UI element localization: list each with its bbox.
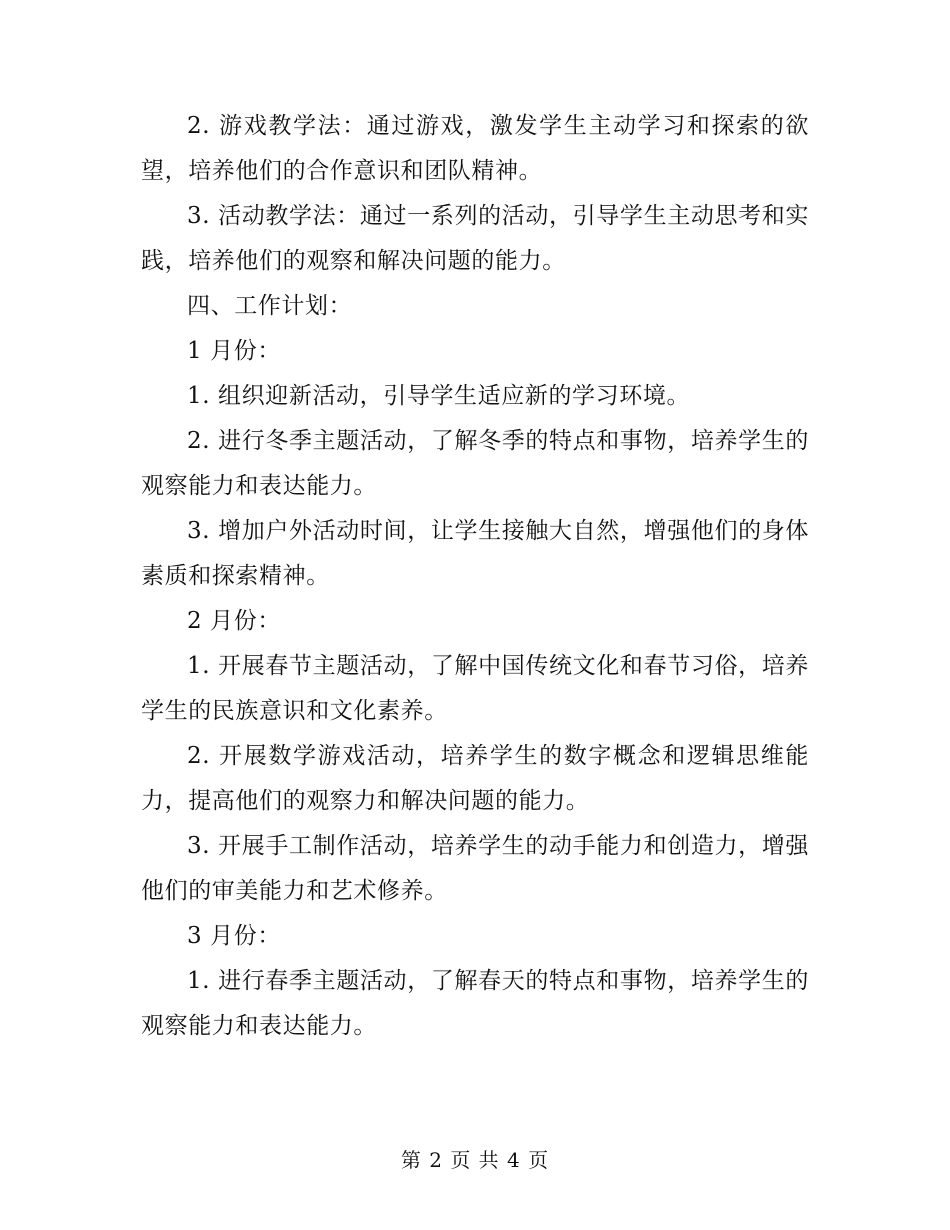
january-item-2: 2. 进行冬季主题活动，了解冬季的特点和事物，培养学生的观察能力和表达能力。 <box>141 428 809 499</box>
february-item-3: 3. 开展手工制作活动，培养学生的动手能力和创造力，增强他们的审美能力和艺术修养。 <box>141 833 809 904</box>
month-heading-march: 3 月份： <box>187 923 281 949</box>
january-item-1: 1. 组织迎新活动，引导学生适应新的学习环境。 <box>187 383 691 409</box>
paragraph-game-teaching-method: 2. 游戏教学法：通过游戏，激发学生主动学习和探索的欲望，培养他们的合作意识和团队精神。 <box>141 113 809 184</box>
february-item-1: 1. 开展春节主题活动，了解中国传统文化和春节习俗，培养学生的民族意识和文化素养。 <box>141 653 809 724</box>
january-item-3: 3. 增加户外活动时间，让学生接触大自然，增强他们的身体素质和探索精神。 <box>141 518 809 589</box>
march-item-1: 1. 进行春季主题活动，了解春天的特点和事物，培养学生的观察能力和表达能力。 <box>141 968 809 1039</box>
month-heading-february: 2 月份： <box>187 608 281 634</box>
february-item-2: 2. 开展数学游戏活动，培养学生的数字概念和逻辑思维能力，提高他们的观察力和解决问题的能力。 <box>141 743 809 814</box>
month-heading-january: 1 月份： <box>187 338 281 364</box>
page-number-footer: 第 2 页 共 4 页 <box>400 1148 550 1172</box>
document-body <box>141 104 809 1049</box>
section-heading-work-plan: 四、工作计划： <box>187 293 353 319</box>
paragraph-activity-teaching-method: 3. 活动教学法：通过一系列的活动，引导学生主动思考和实践，培养他们的观察和解决问题的能力。 <box>141 203 809 274</box>
